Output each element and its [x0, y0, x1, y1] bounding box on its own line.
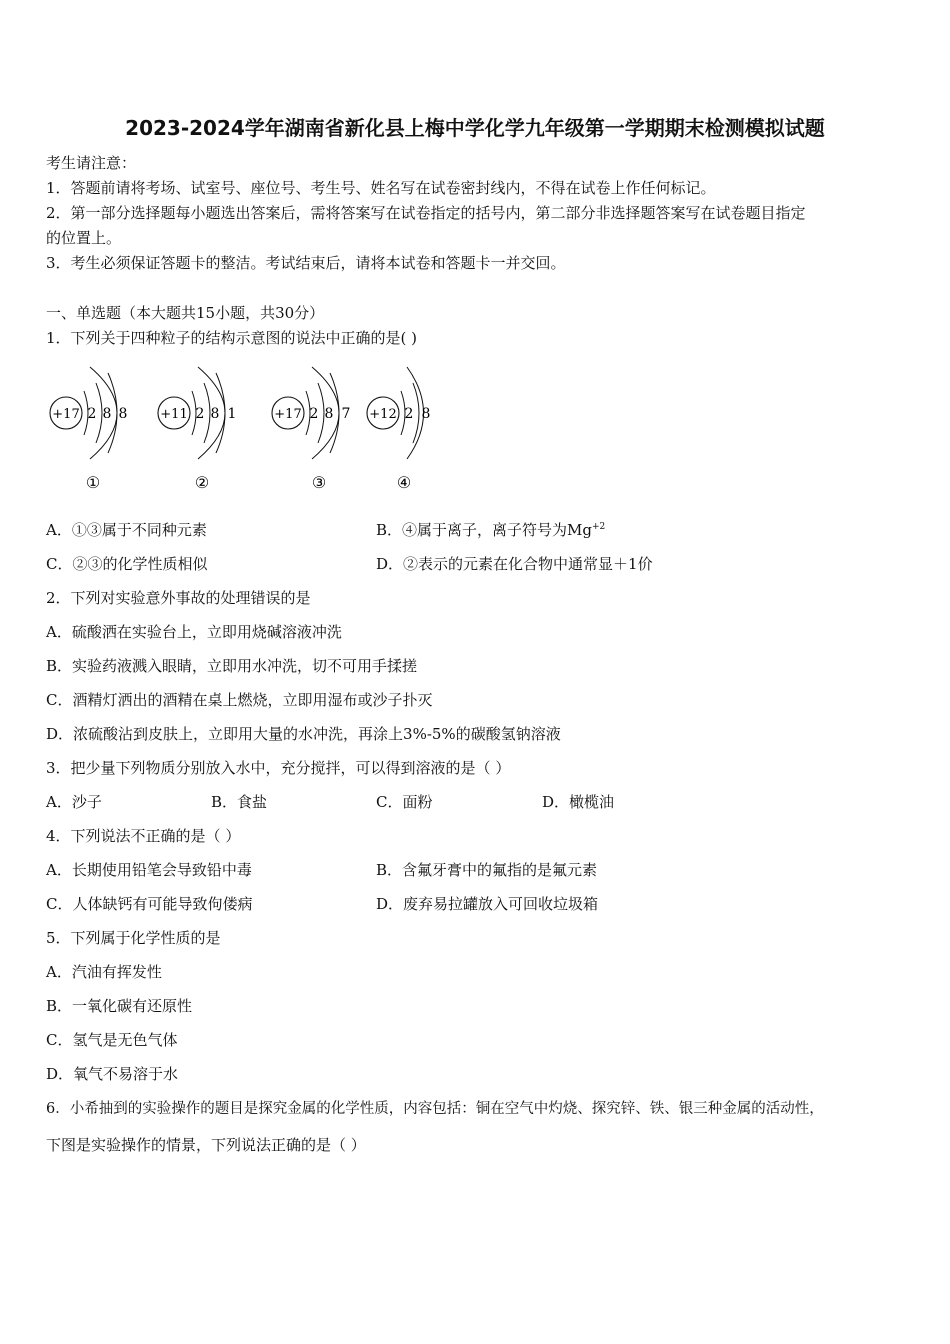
- shell-electrons: 7: [341, 406, 351, 422]
- q4-option-c: C．人体缺钙有可能导致佝偻病: [46, 895, 253, 913]
- q5-option-c: C．氢气是无色气体: [46, 1031, 178, 1049]
- atom-label: ①: [85, 473, 101, 492]
- question-6-stem: 6．小希抽到的实验操作的题目是探究金属的化学性质，内容包括：铜在空气中灼烧、探究锌、铁、银三种金属的活动性，: [46, 1101, 824, 1117]
- q3-option-b: B．食盐: [211, 793, 268, 811]
- shell-electrons: 8: [324, 406, 334, 422]
- q1-option-a: A．①③属于不同种元素: [46, 521, 207, 539]
- section-heading: 一、单选题（本大题共15小题，共30分）: [46, 304, 325, 322]
- atom-label: ③: [311, 473, 327, 492]
- shell-electrons: 2: [309, 406, 319, 422]
- atom-diagram-2: [158, 367, 236, 492]
- question-4-stem: 4．下列说法不正确的是（ ）: [46, 827, 241, 845]
- shell-electrons: 8: [118, 406, 128, 422]
- shell-electrons: 8: [102, 406, 112, 422]
- q5-option-a: A．汽油有挥发性: [46, 963, 162, 981]
- question-1-stem: 1．下列关于四种粒子的结构示意图的说法中正确的是( ): [46, 329, 418, 347]
- question-6-stem-cont: 下图是实验操作的情景，下列说法正确的是（ ）: [46, 1136, 366, 1154]
- atom-diagram-3: [272, 367, 350, 492]
- notice-item-2: 2．第一部分选择题每小题选出答案后，需将答案写在试卷指定的括号内，第二部分非选择题答案写在试卷题目指定: [46, 204, 806, 222]
- nucleus-charge: +12: [369, 407, 397, 422]
- atom-diagram-1: [50, 367, 127, 492]
- q3-option-c: C．面粉: [376, 793, 433, 811]
- atom-label: ②: [194, 473, 210, 492]
- q4-option-a: A．长期使用铅笔会导致铅中毒: [46, 861, 252, 879]
- atom-structure-diagram: [40, 355, 460, 500]
- notice-item-3: 3．考生必须保证答题卡的整洁。考试结束后，请将本试卷和答题卡一并交回。: [46, 254, 566, 272]
- q3-option-a: A．沙子: [46, 793, 102, 811]
- shell-electrons: 1: [227, 406, 237, 422]
- question-2-stem: 2．下列对实验意外事故的处理错误的是: [46, 589, 311, 607]
- question-3-stem: 3．把少量下列物质分别放入水中，充分搅拌，可以得到溶液的是（ ）: [46, 759, 511, 777]
- shell-electrons: 2: [404, 406, 414, 422]
- nucleus-charge: +17: [274, 407, 302, 422]
- q5-option-d: D．氧气不易溶于水: [46, 1065, 179, 1083]
- notice-item-1: 1．答题前请将考场、试室号、座位号、考生号、姓名写在试卷密封线内，不得在试卷上作任何标记。: [46, 179, 716, 197]
- q1-option-b: [376, 519, 605, 540]
- shell-electrons: 2: [87, 406, 97, 422]
- q2-option-d: D．浓硫酸沾到皮肤上，立即用大量的水冲洗，再涂上3%-5%的碳酸氢钠溶液: [46, 725, 561, 743]
- q5-option-b: B．一氧化碳有还原性: [46, 997, 193, 1015]
- q1-option-d: D．②表示的元素在化合物中通常显＋1价: [376, 555, 653, 573]
- question-5-stem: 5．下列属于化学性质的是: [46, 929, 221, 947]
- shell-electrons: 8: [421, 406, 431, 422]
- q3-option-d: D．橄榄油: [542, 793, 615, 811]
- notice-item-2-cont: 的位置上。: [46, 229, 122, 247]
- notice-heading: 考生请注意：: [46, 154, 137, 172]
- q2-option-c: C．酒精灯洒出的酒精在桌上燃烧，立即用湿布或沙子扑灭: [46, 691, 433, 709]
- q1-option-b-text: B．④属于离子，离子符号为Mg: [376, 521, 592, 539]
- q1-option-b-charge: +2: [592, 522, 606, 532]
- page-title: 2023-2024学年湖南省新化县上梅中学化学九年级第一学期期末检测模拟试题: [125, 116, 825, 140]
- atom-label: ④: [396, 473, 412, 492]
- atom-diagram-4: [367, 367, 430, 492]
- q2-option-b: B．实验药液溅入眼睛，立即用水冲洗，切不可用手揉搓: [46, 657, 418, 675]
- q4-option-d: D．废弃易拉罐放入可回收垃圾箱: [376, 895, 599, 913]
- q1-option-c: C．②③的化学性质相似: [46, 555, 208, 573]
- q4-option-b: B．含氟牙膏中的氟指的是氟元素: [376, 861, 598, 879]
- shell-electrons: 8: [210, 406, 220, 422]
- shell-electrons: 2: [195, 406, 205, 422]
- nucleus-charge: +11: [160, 407, 188, 422]
- q2-option-a: A．硫酸洒在实验台上，立即用烧碱溶液冲洗: [46, 623, 342, 641]
- nucleus-charge: +17: [52, 407, 80, 422]
